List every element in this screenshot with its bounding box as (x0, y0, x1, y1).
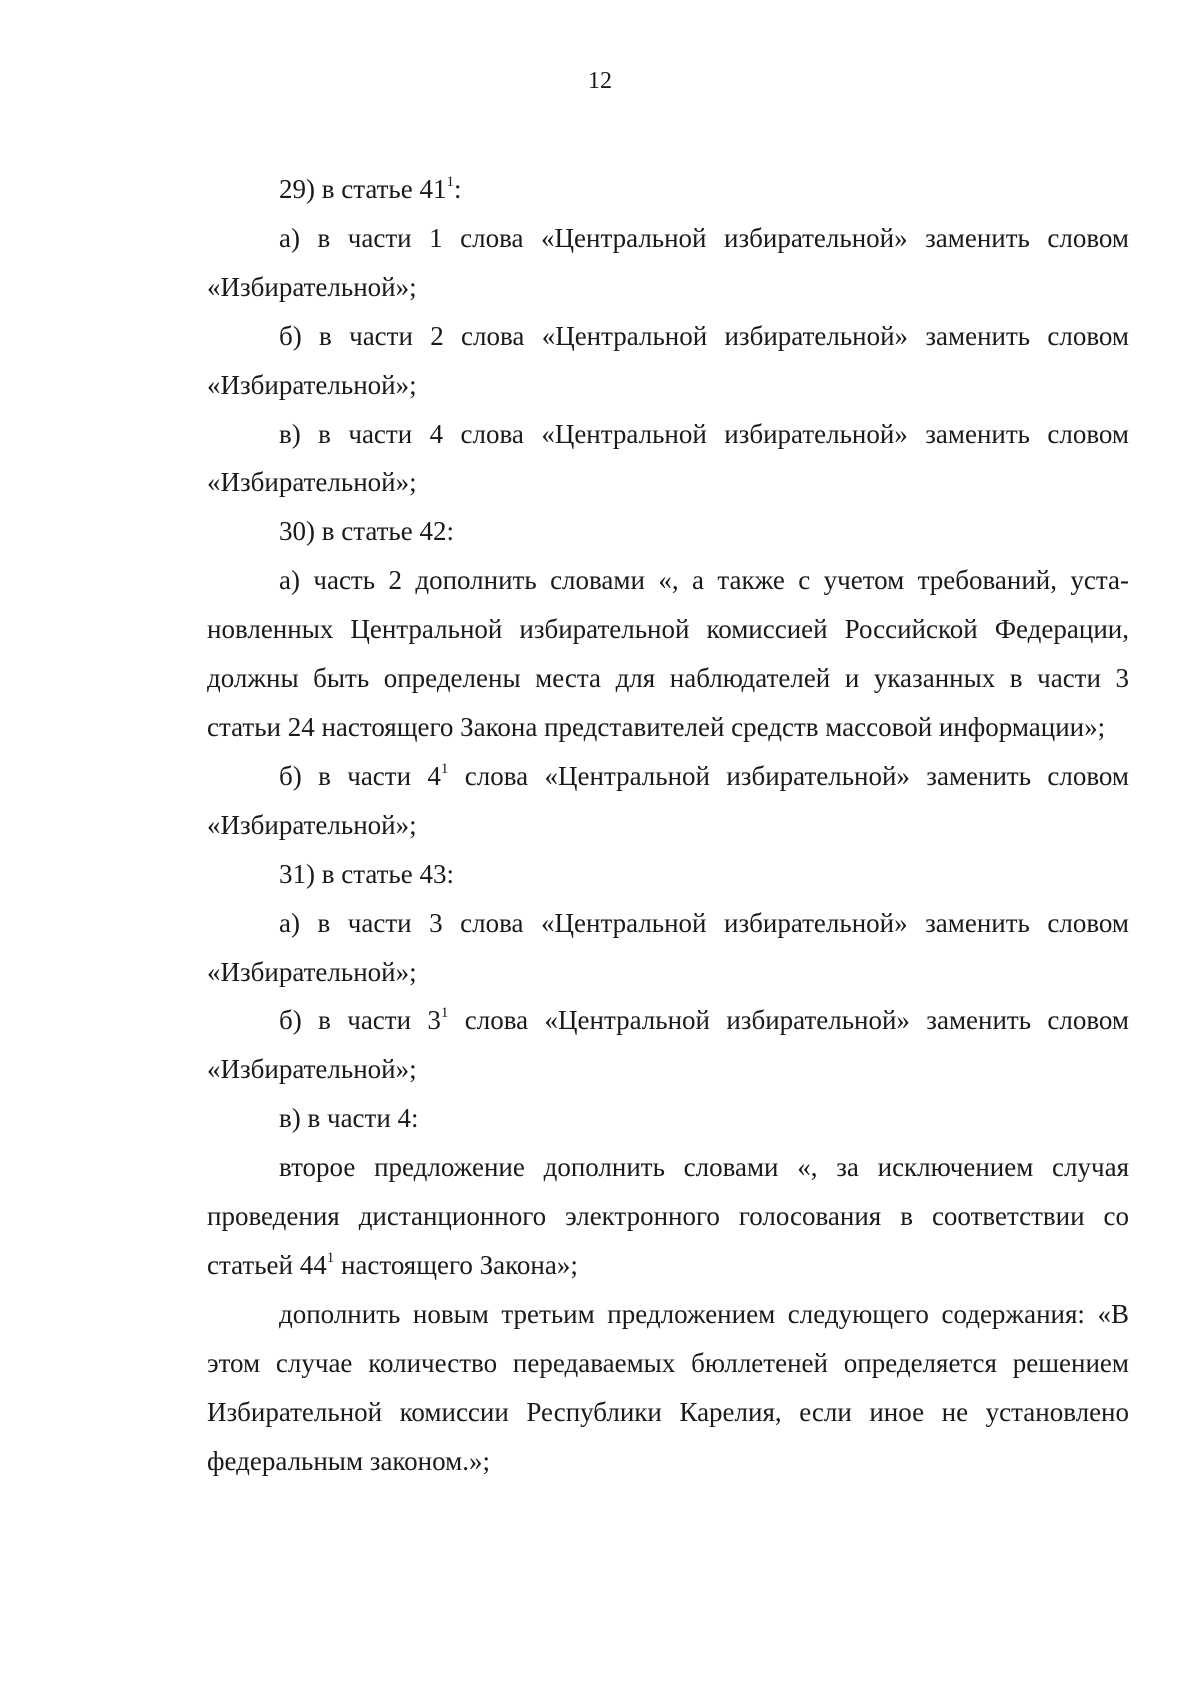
paragraph (207, 556, 1129, 752)
text-run: б) в части 4 (279, 760, 441, 791)
page-number: 12 (588, 68, 612, 94)
superscript: 1 (440, 760, 449, 777)
text-run: 31) в статье 43: (279, 858, 454, 889)
text-run: а) в части 1 слова «Центральной избирательной» заменить словом «Избирательной»; (207, 222, 1129, 302)
paragraph (207, 899, 1129, 997)
text-run: слова «Центральной избирательной» заменить словом «Избирательной»; (207, 760, 1129, 840)
paragraph (207, 214, 1129, 312)
paragraph (207, 165, 1129, 214)
superscript: 1 (440, 1005, 449, 1022)
paragraph (207, 850, 1129, 899)
paragraph (207, 1143, 1129, 1290)
paragraph (207, 1094, 1129, 1143)
text-run: 29) в статье 41 (279, 174, 447, 204)
text-run: дополнить новым третьим предложением следующего содержания: «В этом случае количество передаваемых бюллетеней определяется решением Избирательной комиссии Республики Карелия, если иное не установлено федеральным законом.»; (207, 1298, 1129, 1476)
text-run: а) часть 2 дополнить словами «, а также с учетом требований, установленных Центральной избирательной комиссией Российской Федерации, должны быть определены места для наблюдателей и указанных в части 3 статьи 24 настоящего Закона представителей средств массовой информации»; (207, 565, 1129, 742)
text-run: слова «Центральной избирательной» заменить словом «Избирательной»; (207, 1005, 1129, 1085)
paragraph (207, 507, 1129, 556)
superscript: 1 (326, 1249, 335, 1266)
document-body (207, 165, 1129, 1485)
text-run: : (453, 174, 462, 204)
paragraph (207, 410, 1129, 508)
text-run: 30) в статье 42: (279, 516, 454, 547)
text-run: второе предложение дополнить словами «, за исключением случая проведения дистанционного электронного голосования в соответствии со статьей 44 (207, 1152, 1129, 1280)
text-run: настоящего Закона»; (334, 1249, 578, 1280)
text-run: в) в части 4 слова «Центральной избирательной» заменить словом «Избирательной»; (207, 418, 1129, 498)
paragraph (207, 1290, 1129, 1486)
superscript: 1 (446, 174, 454, 190)
paragraph (207, 996, 1129, 1094)
text-run: б) в части 3 (279, 1005, 441, 1036)
paragraph (207, 312, 1129, 410)
text-run: а) в части 3 слова «Центральной избирательной» заменить словом «Избирательной»; (207, 907, 1129, 987)
text-run: б) в части 2 слова «Центральной избирательной» заменить словом «Избирательной»; (207, 320, 1129, 400)
paragraph (207, 752, 1129, 850)
text-run: в) в части 4: (279, 1103, 419, 1134)
